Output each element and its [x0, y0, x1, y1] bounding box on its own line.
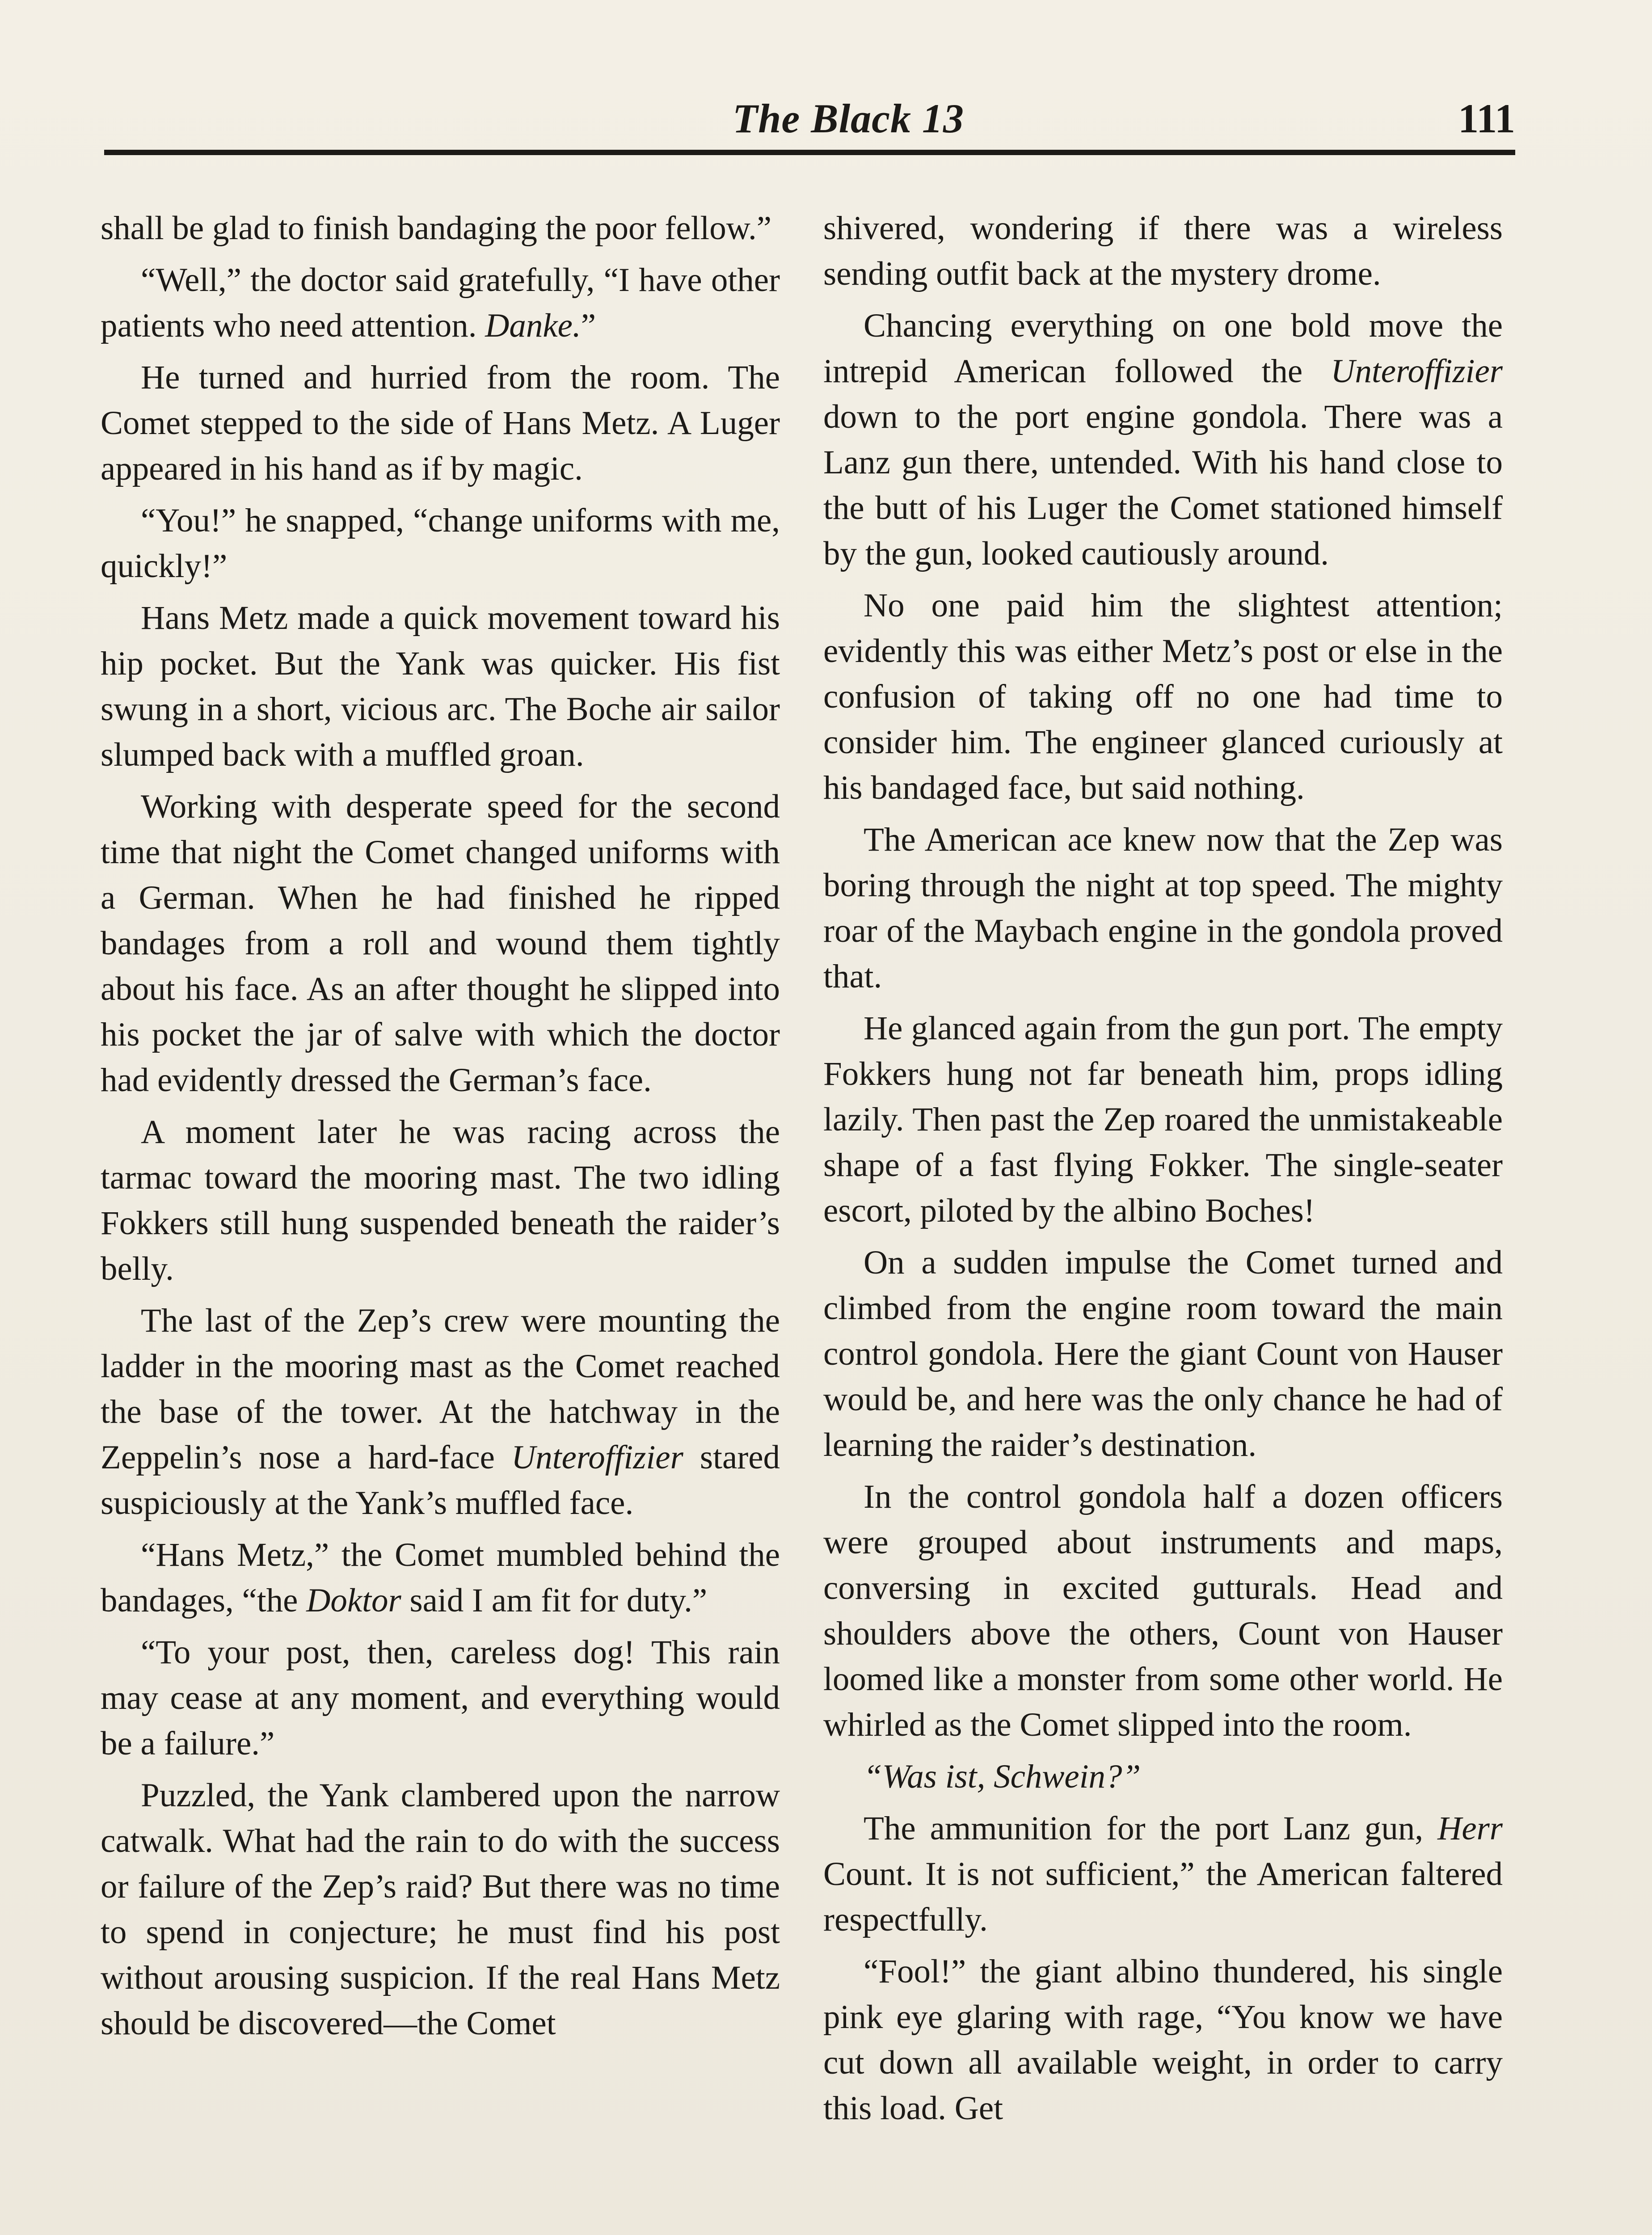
text-run: The last of the Zep’s crew were mounting the ladder in the mooring mast as the Comet reached the base of the tower. At the hatchway in the Zeppelin’s nose a hard-face — [101, 1302, 780, 1476]
paragraph — [101, 1773, 780, 2046]
text-run: ” — [581, 307, 596, 344]
italic-text: “Was ist, Schwein?” — [864, 1758, 1141, 1795]
paragraph — [823, 1754, 1503, 1800]
text-run: Puzzled, the Yank clambered upon the narrow catwalk. What had the rain to do with the success or failure of the Zep’s raid? But there was no time to spend in conjecture; he must find his post without arousing suspicion. If the real Hans Metz should be discovered—the Comet — [101, 1777, 780, 2042]
right-text-column — [823, 206, 1503, 2138]
text-run: “Hans Metz,” the Comet mumbled behind the bandages, “the — [101, 1536, 780, 1619]
paragraph — [101, 257, 780, 349]
paragraph — [101, 498, 780, 589]
text-run: The ammunition for the port Lanz gun, — [864, 1810, 1438, 1847]
italic-text: Doktor — [306, 1582, 401, 1619]
text-run: said I am fit for duty.” — [401, 1582, 708, 1619]
text-run: “To your post, then, careless dog! This rain may cease at any moment, and everything would be a failure.” — [101, 1634, 780, 1762]
running-title: The Black 13 — [733, 96, 964, 141]
text-run: Count. It is not sufficient,” the American faltered respectfully. — [823, 1855, 1503, 1938]
text-run: In the control gondola half a dozen officers were grouped about instruments and maps, conversing in excited gutturals. Head and shoulders above the others, Count von Hauser loomed like a monster from some other world. He whirled as the Comet slipped into the room. — [823, 1478, 1503, 1743]
italic-text: Unteroffizier — [511, 1439, 683, 1476]
paragraph — [101, 595, 780, 778]
paragraph — [823, 1949, 1503, 2131]
paragraph — [823, 1806, 1503, 1943]
text-run: On a sudden impulse the Comet turned and climbed from the engine room toward the main control gondola. Here the giant Count von Hauser would be, and here was the only chance he had of learning the raider’s destination. — [823, 1244, 1503, 1463]
paragraph — [823, 206, 1503, 297]
paragraph — [823, 583, 1503, 811]
paragraph — [101, 1298, 780, 1526]
text-run: down to the port engine gondola. There was a Lanz gun there, untended. With his hand close to the butt of his Luger the Comet stationed himself by the gun, looked cautiously around. — [823, 398, 1503, 572]
running-header — [104, 92, 1515, 150]
paragraph — [101, 1532, 780, 1624]
paragraph — [823, 303, 1503, 577]
paragraph — [101, 784, 780, 1103]
italic-text: Danke. — [485, 307, 581, 344]
text-run: “You!” he snapped, “change uniforms with me, quickly!” — [101, 502, 780, 585]
text-run: “Fool!” the giant albino thundered, his single pink eye glaring with rage, “You know we have cut down all available weight, in order to carry this load. Get — [823, 1953, 1503, 2127]
text-run: shall be glad to finish bandaging the poor fellow.” — [101, 210, 772, 247]
text-run: Hans Metz made a quick movement toward his hip pocket. But the Yank was quicker. His fist swung in a short, vicious arc. The Boche air sailor slumped back with a muffled groan. — [101, 599, 780, 773]
paragraph — [823, 1474, 1503, 1748]
text-run: No one paid him the slightest attention; evidently this was either Metz’s post or else in the confusion of taking off no one had time to consider him. The engineer glanced curiously at his bandaged face, but said nothing. — [823, 587, 1503, 806]
italic-text: Unteroffizier — [1331, 353, 1503, 390]
header-rule — [104, 150, 1515, 155]
text-run: Working with desperate speed for the second time that night the Comet changed uniforms with a German. When he had finished he ripped bandages from a roll and wound them tightly about his face. As an after thought he slipped into his pocket the jar of salve with which the doctor had evidently dressed the German’s face. — [101, 788, 780, 1099]
text-run: Chancing everything on one bold move the intrepid American followed the — [823, 307, 1503, 390]
paragraph — [101, 206, 780, 251]
paragraph — [823, 817, 1503, 999]
left-text-column — [101, 206, 780, 2053]
text-run: He glanced again from the gun port. The empty Fokkers hung not far beneath him, props idling lazily. Then past the Zep roared the unmistakeable shape of a fast flying Fokker. The single-seater escort, piloted by the albino Boches! — [823, 1010, 1503, 1229]
text-run: “Well,” the doctor said gratefully, “I have other patients who need attention. — [101, 261, 780, 344]
paragraph — [101, 1109, 780, 1292]
text-run: stared suspiciously at the Yank’s muffled face. — [101, 1439, 780, 1522]
paragraph — [823, 1006, 1503, 1234]
text-run: He turned and hurried from the room. The Comet stepped to the side of Hans Metz. A Luger appeared in his hand as if by magic. — [101, 359, 780, 487]
paragraph — [101, 355, 780, 492]
text-run: shivered, wondering if there was a wireless sending outfit back at the mystery drome. — [823, 210, 1503, 292]
text-run: A moment later he was racing across the tarmac toward the mooring mast. The two idling Fokkers still hung suspended beneath the raider’s belly. — [101, 1113, 780, 1287]
paragraph — [823, 1240, 1503, 1468]
page-number: 111 — [1458, 96, 1515, 141]
paragraph — [101, 1630, 780, 1767]
text-run: The American ace knew now that the Zep was boring through the night at top speed. The mighty roar of the Maybach engine in the gondola proved that. — [823, 821, 1503, 995]
italic-text: Herr — [1437, 1810, 1503, 1847]
